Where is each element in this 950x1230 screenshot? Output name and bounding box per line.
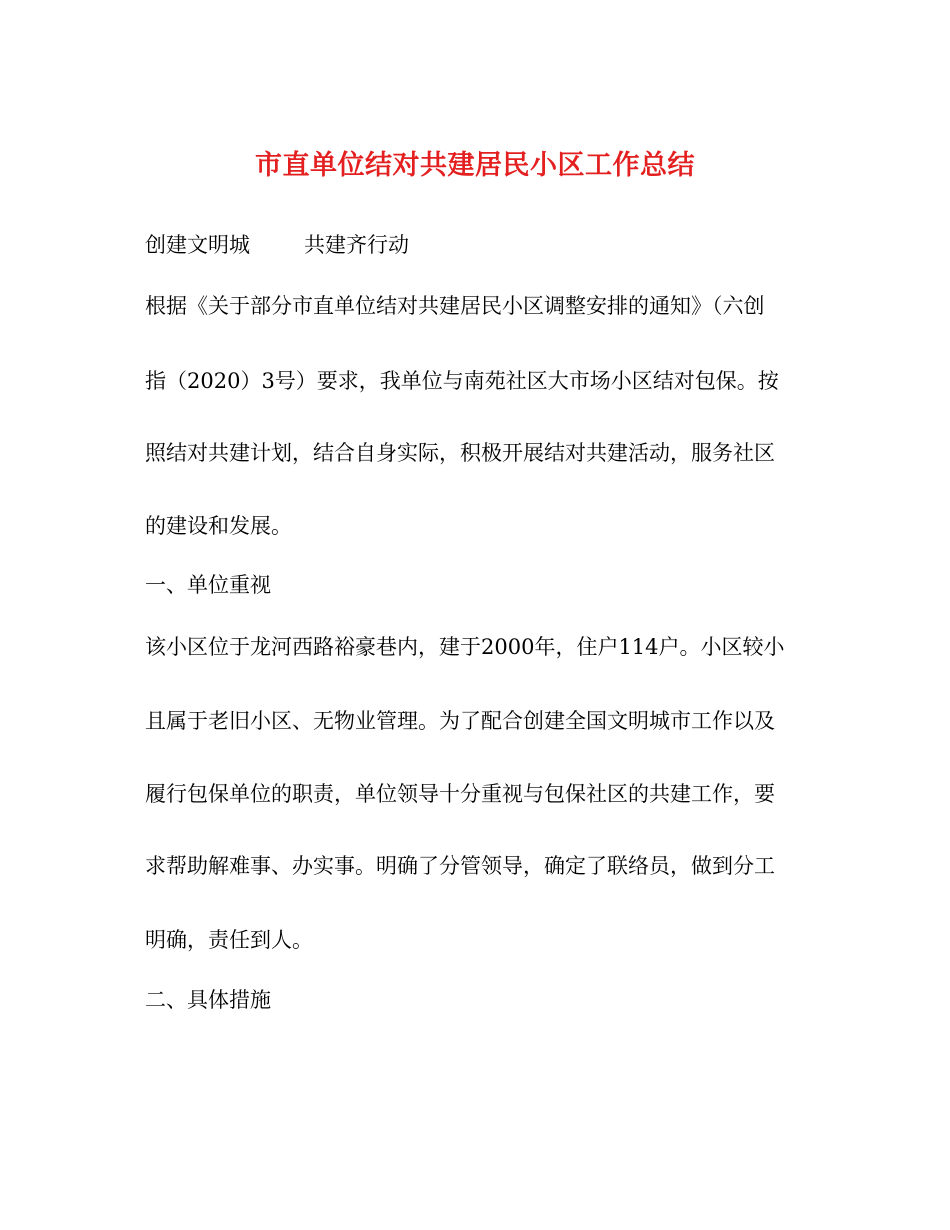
paragraph1-line: 照结对共建计划，结合自身实际，积极开展结对共建活动，服务社区 bbox=[145, 441, 775, 465]
paragraph2-line: 且属于老旧小区、无物业管理。为了配合创建全国文明城市工作以及 bbox=[145, 709, 775, 733]
slogan-left: 创建文明城 bbox=[145, 233, 250, 257]
paragraph2-line: 求帮助解难事、办实事。明确了分管领导，确定了联络员，做到分工 bbox=[145, 854, 775, 878]
paragraph1-line: 指（2020）3号）要求，我单位与南苑社区大市场小区结对包保。按 bbox=[145, 369, 779, 393]
section-heading-1: 一、单位重视 bbox=[145, 573, 271, 597]
slogan-line bbox=[145, 230, 409, 260]
paragraph2-line: 明确，责任到人。 bbox=[145, 928, 313, 952]
paragraph1-line: 根据《关于部分市直单位结对共建居民小区调整安排的通知》（六创 bbox=[145, 294, 765, 318]
paragraph1-line: 的建设和发展。 bbox=[145, 514, 292, 538]
document-title: 市直单位结对共建居民小区工作总结 bbox=[255, 150, 695, 181]
slogan-right: 共建齐行动 bbox=[304, 233, 409, 257]
paragraph2-line: 履行包保单位的职责，单位领导十分重视与包保社区的共建工作，要 bbox=[145, 782, 775, 806]
section-heading-2: 二、具体措施 bbox=[145, 988, 271, 1012]
paragraph2-line: 该小区位于龙河西路裕豪巷内，建于2000年，住户114户。小区较小 bbox=[145, 635, 785, 659]
